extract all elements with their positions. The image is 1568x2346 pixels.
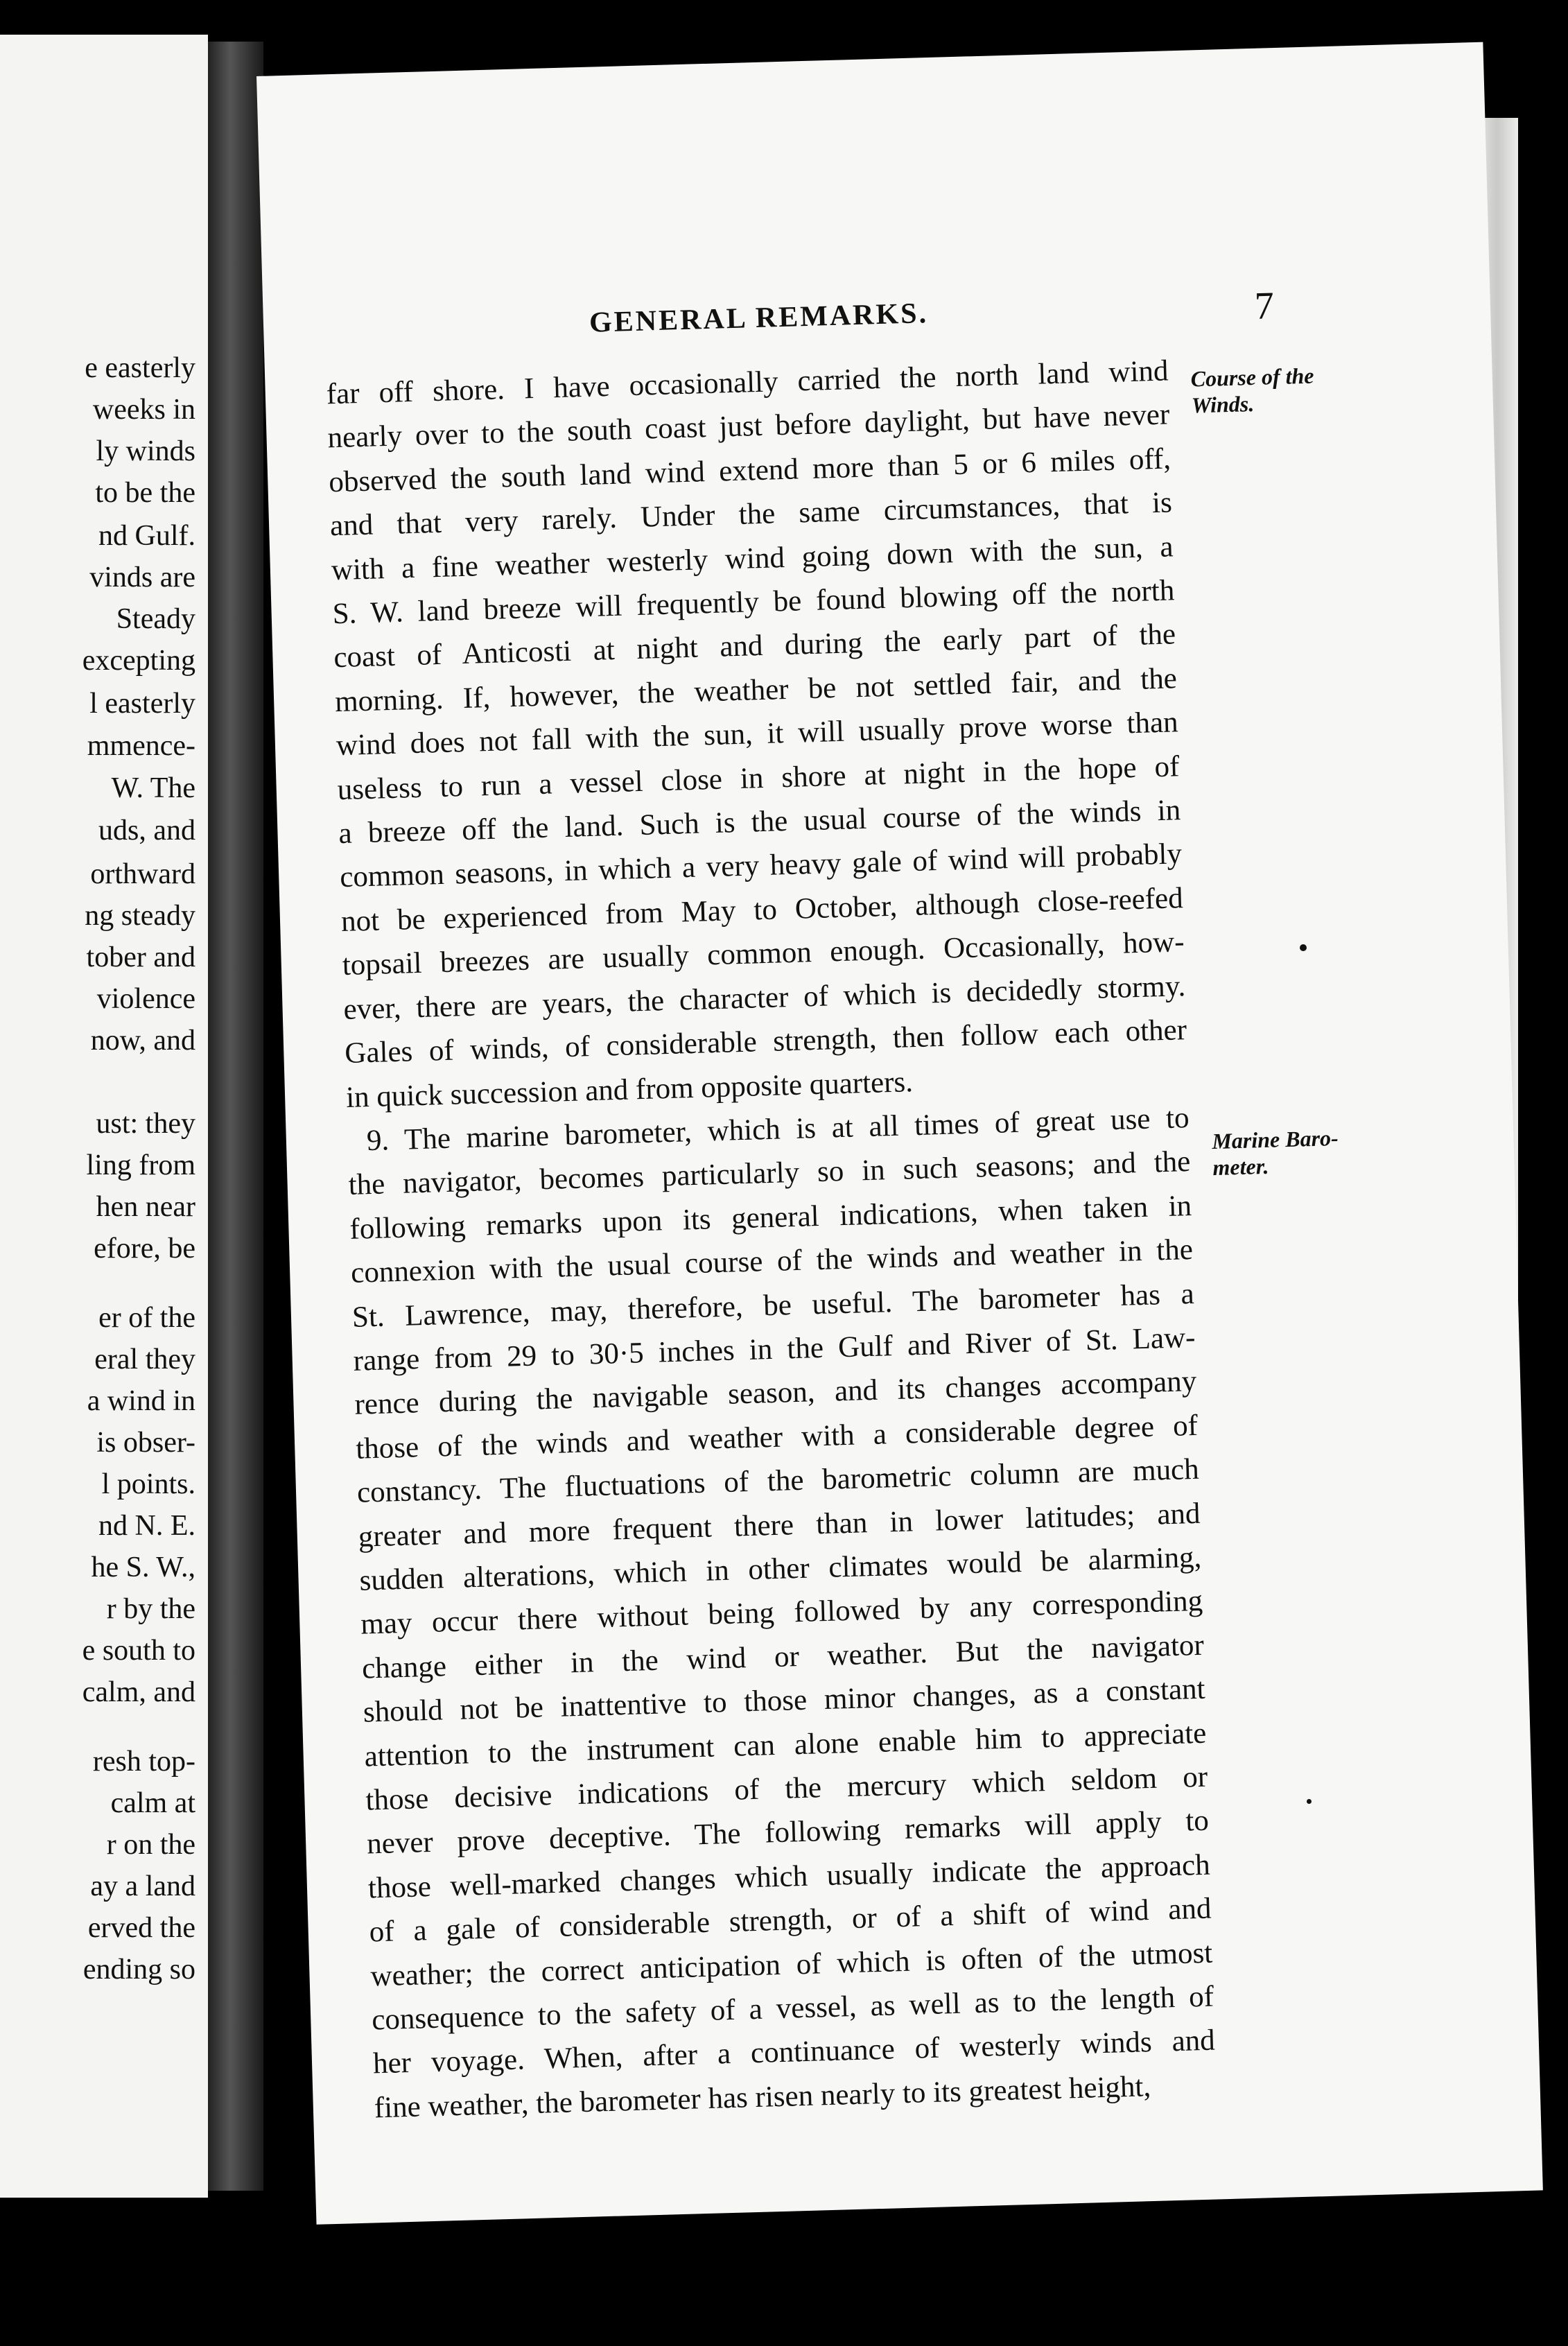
left-facing-page: [0, 35, 208, 2198]
left-page-line: now, and: [90, 1025, 195, 1057]
left-page-line: erved the: [87, 1912, 195, 1944]
text-line: should not be inattentive to those minor changes, as a constant: [363, 1672, 1206, 1729]
text-line: Gales of winds, of considerable strength, then follow each other: [344, 1014, 1187, 1070]
text-line: sudden alterations, which in other climates would be alarming,: [358, 1540, 1202, 1597]
sidenote-marine-barometer: [1212, 1124, 1339, 1181]
text-line: constancy. The fluctuations of the barometric column are much: [356, 1452, 1200, 1509]
binding-gutter: [208, 42, 263, 2191]
left-page-line: efore, be: [94, 1233, 195, 1265]
text-line: those of the winds and weather with a considerable degree of: [355, 1409, 1199, 1466]
left-page-line: ay a land: [90, 1870, 195, 1902]
left-page-line: e easterly: [85, 352, 195, 384]
left-page-line: l easterly: [89, 688, 195, 720]
text-line: far off shore. I have occasionally carried the north land wind: [326, 354, 1169, 411]
text-line: her voyage. When, after a continuance of westerly winds and: [372, 2024, 1216, 2080]
text-line: the navigator, becomes particularly so in such seasons; and the: [348, 1145, 1191, 1202]
sidenote-line: Course of the: [1190, 363, 1314, 392]
running-head: GENERAL REMARKS.: [589, 297, 929, 339]
paragraph-marine-barometer: [347, 1096, 1217, 2130]
text-line: not be experienced from May to October, although close-reefed: [340, 882, 1184, 938]
text-line: ever, there are years, the character of which is decidedly stormy.: [342, 969, 1186, 1026]
text-line: wind does not fall with the sun, it will usually prove worse than: [336, 706, 1179, 763]
text-line: observed the south land wind extend more than 5 or 6 miles off,: [328, 442, 1171, 499]
left-page-line: r by the: [106, 1593, 195, 1625]
left-page-line: hen near: [96, 1191, 195, 1223]
left-page-line: uds, and: [98, 815, 195, 846]
left-page-line: orthward: [90, 858, 195, 890]
text-line: 9. The marine barometer, which is at all times of great use to: [366, 1101, 1190, 1158]
text-line: morning. If, however, the weather be not settled fair, and the: [334, 662, 1178, 719]
text-line: coast of Anticosti at night and during the early part of the: [333, 618, 1176, 675]
left-page-line: W. The: [111, 772, 195, 804]
left-page-line: calm at: [110, 1787, 195, 1819]
left-page-line: e south to: [82, 1635, 195, 1667]
left-page-line: er of the: [98, 1302, 195, 1334]
text-line: those well-marked changes which usually indicate the approach: [367, 1848, 1211, 1905]
text-line: topsail breezes are usually common enough. Occasionally, how-: [342, 926, 1185, 982]
text-line: with a fine weather westerly wind going down with the sun, a: [331, 530, 1174, 586]
left-page-line: nd Gulf.: [98, 520, 195, 552]
text-line: greater and more frequent there than in lower latitudes; and: [358, 1497, 1201, 1554]
text-line: range from 29 to 30·5 inches in the Gulf and River of St. Law-: [353, 1321, 1196, 1378]
text-line: useless to run a vessel close in shore at night in the hope of: [337, 749, 1180, 806]
left-page-line: vinds are: [89, 562, 195, 593]
text-line: nearly over to the south coast just before daylight, but have never: [326, 398, 1170, 455]
paragraph-course-of-winds: [326, 349, 1189, 1119]
left-page-line: eral they: [94, 1344, 195, 1375]
text-line: rence during the navigable season, and its changes accompany: [354, 1365, 1197, 1422]
left-page-line: ly winds: [96, 435, 195, 467]
text-line: change either in the wind or weather. But the navigator: [361, 1628, 1205, 1685]
left-page-line: ng steady: [85, 900, 195, 932]
left-page-line: weeks in: [92, 394, 195, 426]
left-page-line: excepting: [82, 645, 195, 677]
text-line: attention to the instrument can alone enable him to appreciate: [364, 1717, 1207, 1773]
left-page-line: tober and: [86, 941, 195, 973]
ink-speck: [1300, 944, 1307, 951]
left-page-line: ending so: [82, 1954, 195, 1986]
page-number: 7: [1253, 284, 1275, 328]
left-page-line: to be the: [95, 477, 195, 509]
left-page-line: he S. W.,: [91, 1552, 195, 1583]
left-page-line: ling from: [86, 1149, 195, 1181]
text-line: a breeze off the land. Such is the usual course of the winds in: [338, 794, 1181, 851]
sidenote-line: Marine Baro-: [1211, 1125, 1339, 1154]
left-page-line: Steady: [116, 603, 195, 635]
left-page-line: is obser-: [96, 1427, 195, 1459]
text-line: consequence to the safety of a vessel, as well as to the length of: [371, 1980, 1214, 2037]
sidenote-course-of-winds: [1190, 363, 1315, 419]
sidenote-line: meter.: [1212, 1153, 1269, 1181]
left-page-line: resh top-: [92, 1746, 195, 1778]
text-line: and that very rarely. Under the same circumstances, that is: [329, 486, 1173, 543]
left-page-line: violence: [96, 983, 195, 1015]
text-line: S. W. land breeze will frequently be found blowing off the north: [332, 574, 1175, 631]
text-line: may occur there without being followed by any corresponding: [360, 1585, 1203, 1642]
left-page-line: calm, and: [82, 1676, 195, 1708]
left-page-line: mmence-: [87, 730, 195, 762]
sidenote-line: Winds.: [1191, 391, 1255, 418]
right-page: [256, 42, 1543, 2225]
text-line: those decisive indications of the mercury which seldom or: [365, 1760, 1208, 1817]
left-page-line: a wind in: [87, 1385, 195, 1417]
text-line: fine weather, the barometer has risen nearly to its greatest height,: [374, 2069, 1151, 2125]
left-page-line: ust: they: [96, 1108, 195, 1140]
text-line: St. Lawrence, may, therefore, be useful. The barometer has a: [351, 1277, 1195, 1334]
left-page-line: r on the: [106, 1829, 195, 1861]
text-line: weather; the correct anticipation of which is often of the utmost: [369, 1936, 1213, 1993]
left-page-line: nd N. E.: [98, 1510, 195, 1542]
text-line: connexion with the usual course of the winds and weather in the: [350, 1233, 1194, 1289]
left-page-line: l points.: [101, 1468, 195, 1500]
text-line: of a gale of considerable strength, or of a shift of wind and: [369, 1892, 1212, 1949]
body-text: [326, 349, 1217, 2130]
text-line: following remarks upon its general indications, when taken in: [349, 1189, 1192, 1246]
ink-speck: [1307, 1799, 1312, 1804]
text-line: common seasons, in which a very heavy gale of wind will probably: [339, 837, 1183, 894]
text-line: never prove deceptive. The following remarks will apply to: [366, 1805, 1210, 1861]
text-line: in quick succession and from opposite quarters.: [345, 1065, 914, 1114]
